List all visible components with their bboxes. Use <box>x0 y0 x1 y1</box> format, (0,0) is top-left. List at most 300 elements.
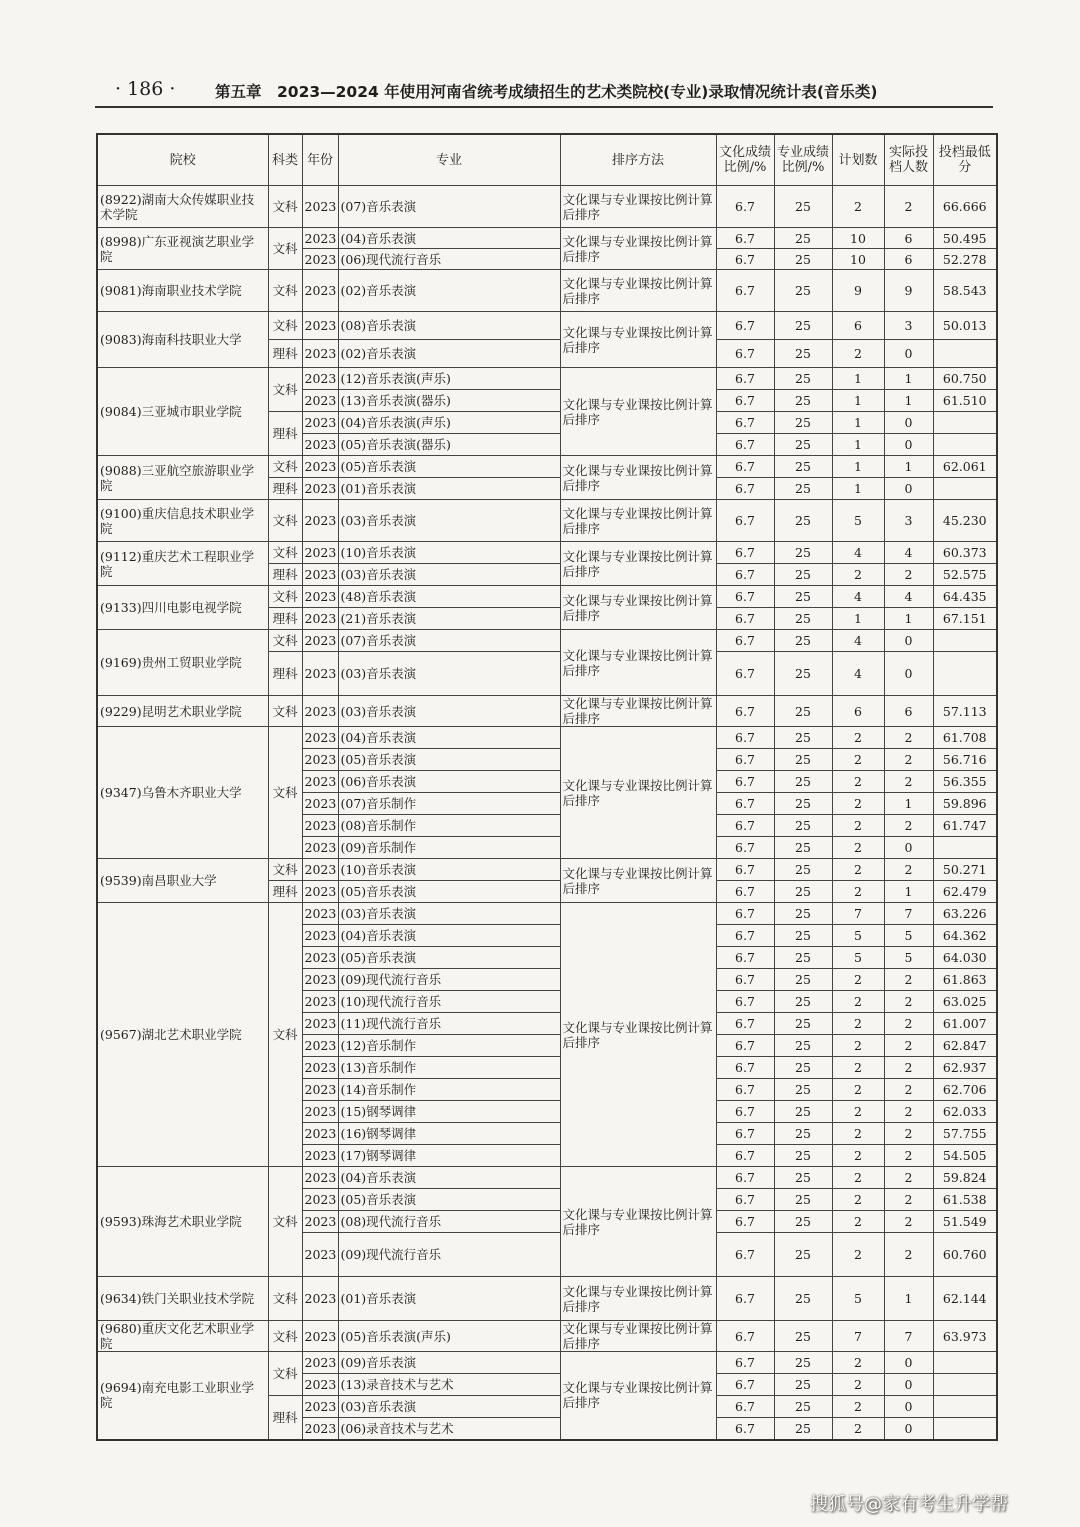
year-cell: 2023 <box>302 859 338 881</box>
category-cell: 文科 <box>268 727 302 859</box>
culture-ratio-cell: 6.7 <box>716 412 774 434</box>
major-cell: (02)音乐表演 <box>338 340 560 368</box>
plan-cell: 1 <box>832 368 884 390</box>
year-cell: 2023 <box>302 925 338 947</box>
plan-cell: 2 <box>832 1189 884 1211</box>
plan-cell: 2 <box>832 815 884 837</box>
year-cell: 2023 <box>302 1211 338 1233</box>
min-score-cell: 62.847 <box>933 1035 997 1057</box>
min-score-cell: 52.575 <box>933 564 997 586</box>
major-ratio-cell: 25 <box>774 1013 832 1035</box>
col-header-plan: 计划数 <box>832 134 884 186</box>
culture-ratio-cell: 6.7 <box>716 1418 774 1440</box>
culture-ratio-cell: 6.7 <box>716 1013 774 1035</box>
major-ratio-cell: 25 <box>774 1189 832 1211</box>
table-header-row <box>97 134 997 186</box>
year-cell: 2023 <box>302 434 338 456</box>
culture-ratio-cell: 6.7 <box>716 586 774 608</box>
school-name-cell: (9133)四川电影电视学院 <box>97 586 268 630</box>
plan-cell: 4 <box>832 652 884 696</box>
major-cell: (06)录音技术与艺术 <box>338 1418 560 1440</box>
major-cell: (06)音乐表演 <box>338 771 560 793</box>
min-score-cell: 51.549 <box>933 1211 997 1233</box>
actual-cell: 2 <box>884 1123 933 1145</box>
actual-cell: 2 <box>884 1057 933 1079</box>
table-row <box>97 696 997 727</box>
plan-cell: 1 <box>832 412 884 434</box>
min-score-cell: 59.896 <box>933 793 997 815</box>
actual-cell: 2 <box>884 859 933 881</box>
actual-cell: 6 <box>884 249 933 270</box>
min-score-cell <box>933 340 997 368</box>
year-cell: 2023 <box>302 1418 338 1440</box>
major-ratio-cell: 25 <box>774 1374 832 1396</box>
min-score-cell <box>933 652 997 696</box>
year-cell: 2023 <box>302 608 338 630</box>
min-score-cell: 60.750 <box>933 368 997 390</box>
plan-cell: 7 <box>832 1321 884 1352</box>
major-cell: (05)音乐表演 <box>338 947 560 969</box>
culture-ratio-cell: 6.7 <box>716 1352 774 1374</box>
school-name-cell: (8998)广东亚视演艺职业学院 <box>97 228 268 270</box>
plan-cell: 2 <box>832 1374 884 1396</box>
actual-cell: 2 <box>884 1079 933 1101</box>
page-number: · 186 · <box>115 78 176 100</box>
major-cell: (10)音乐表演 <box>338 859 560 881</box>
col-header-school: 院校 <box>97 134 268 186</box>
major-ratio-cell: 25 <box>774 815 832 837</box>
actual-cell: 1 <box>884 608 933 630</box>
actual-cell: 0 <box>884 1352 933 1374</box>
actual-cell: 4 <box>884 542 933 564</box>
major-ratio-cell: 25 <box>774 1123 832 1145</box>
plan-cell: 1 <box>832 434 884 456</box>
category-cell: 理科 <box>268 412 302 456</box>
chapter-title: 第五章 2023—2024 年使用河南省统考成绩招生的艺术类院校(专业)录取情况统计表(音乐类) <box>215 83 878 101</box>
min-score-cell: 60.373 <box>933 542 997 564</box>
major-ratio-cell: 25 <box>774 1418 832 1440</box>
actual-cell: 0 <box>884 434 933 456</box>
sort-method-cell: 文化课与专业课按比例计算后排序 <box>560 542 716 586</box>
major-cell: (12)音乐表演(声乐) <box>338 368 560 390</box>
plan-cell: 2 <box>832 1418 884 1440</box>
actual-cell: 2 <box>884 1013 933 1035</box>
table-row <box>97 859 997 881</box>
plan-cell: 1 <box>832 608 884 630</box>
min-score-cell <box>933 630 997 652</box>
table-row <box>97 1277 997 1321</box>
table-row <box>97 1321 997 1352</box>
major-cell: (05)音乐表演 <box>338 1189 560 1211</box>
min-score-cell: 63.973 <box>933 1321 997 1352</box>
min-score-cell: 64.362 <box>933 925 997 947</box>
major-cell: (13)录音技术与艺术 <box>338 1374 560 1396</box>
major-ratio-cell: 25 <box>774 1101 832 1123</box>
year-cell: 2023 <box>302 1101 338 1123</box>
major-cell: (05)音乐表演(器乐) <box>338 434 560 456</box>
actual-cell: 0 <box>884 652 933 696</box>
culture-ratio-cell: 6.7 <box>716 1145 774 1167</box>
major-ratio-cell: 25 <box>774 991 832 1013</box>
year-cell: 2023 <box>302 542 338 564</box>
school-name-cell: (9084)三亚城市职业学院 <box>97 368 268 456</box>
culture-ratio-cell: 6.7 <box>716 249 774 270</box>
year-cell: 2023 <box>302 969 338 991</box>
plan-cell: 1 <box>832 456 884 478</box>
year-cell: 2023 <box>302 630 338 652</box>
major-cell: (03)音乐表演 <box>338 500 560 542</box>
category-cell: 文科 <box>268 368 302 412</box>
actual-cell: 4 <box>884 586 933 608</box>
category-cell: 文科 <box>268 1167 302 1277</box>
culture-ratio-cell: 6.7 <box>716 186 774 228</box>
major-cell: (10)音乐表演 <box>338 542 560 564</box>
min-score-cell: 62.033 <box>933 1101 997 1123</box>
major-ratio-cell: 25 <box>774 500 832 542</box>
culture-ratio-cell: 6.7 <box>716 903 774 925</box>
major-cell: (05)音乐表演 <box>338 881 560 903</box>
plan-cell: 6 <box>832 312 884 340</box>
col-header-major-ratio: 专业成绩比例/% <box>774 134 832 186</box>
major-cell: (04)音乐表演 <box>338 925 560 947</box>
major-cell: (11)现代流行音乐 <box>338 1013 560 1035</box>
min-score-cell <box>933 434 997 456</box>
major-cell: (10)现代流行音乐 <box>338 991 560 1013</box>
major-cell: (17)钢琴调律 <box>338 1145 560 1167</box>
actual-cell: 2 <box>884 186 933 228</box>
major-cell: (09)现代流行音乐 <box>338 1233 560 1277</box>
year-cell: 2023 <box>302 1145 338 1167</box>
sort-method-cell: 文化课与专业课按比例计算后排序 <box>560 630 716 696</box>
school-name-cell: (9112)重庆艺术工程职业学院 <box>97 542 268 586</box>
year-cell: 2023 <box>302 412 338 434</box>
major-ratio-cell: 25 <box>774 228 832 249</box>
col-header-category: 科类 <box>268 134 302 186</box>
culture-ratio-cell: 6.7 <box>716 1189 774 1211</box>
school-name-cell: (9680)重庆文化艺术职业学院 <box>97 1321 268 1352</box>
culture-ratio-cell: 6.7 <box>716 1211 774 1233</box>
culture-ratio-cell: 6.7 <box>716 1101 774 1123</box>
year-cell: 2023 <box>302 749 338 771</box>
major-ratio-cell: 25 <box>774 1057 832 1079</box>
min-score-cell: 50.271 <box>933 859 997 881</box>
plan-cell: 7 <box>832 903 884 925</box>
plan-cell: 2 <box>832 859 884 881</box>
culture-ratio-cell: 6.7 <box>716 771 774 793</box>
min-score-cell: 61.510 <box>933 390 997 412</box>
school-name-cell: (8922)湖南大众传媒职业技术学院 <box>97 186 268 228</box>
culture-ratio-cell: 6.7 <box>716 340 774 368</box>
major-cell: (04)音乐表演 <box>338 727 560 749</box>
table-row <box>97 1352 997 1374</box>
major-cell: (04)音乐表演(声乐) <box>338 412 560 434</box>
min-score-cell: 57.755 <box>933 1123 997 1145</box>
min-score-cell <box>933 837 997 859</box>
major-cell: (48)音乐表演 <box>338 586 560 608</box>
actual-cell: 6 <box>884 228 933 249</box>
plan-cell: 2 <box>832 1145 884 1167</box>
category-cell: 文科 <box>268 630 302 652</box>
year-cell: 2023 <box>302 500 338 542</box>
min-score-cell: 61.747 <box>933 815 997 837</box>
major-ratio-cell: 25 <box>774 586 832 608</box>
plan-cell: 2 <box>832 727 884 749</box>
actual-cell: 2 <box>884 1211 933 1233</box>
major-ratio-cell: 25 <box>774 608 832 630</box>
min-score-cell: 67.151 <box>933 608 997 630</box>
year-cell: 2023 <box>302 368 338 390</box>
sort-method-cell: 文化课与专业课按比例计算后排序 <box>560 368 716 456</box>
actual-cell: 2 <box>884 815 933 837</box>
major-ratio-cell: 25 <box>774 727 832 749</box>
major-cell: (03)音乐表演 <box>338 696 560 727</box>
min-score-cell: 58.543 <box>933 270 997 312</box>
major-ratio-cell: 25 <box>774 1233 832 1277</box>
major-ratio-cell: 25 <box>774 186 832 228</box>
school-name-cell: (9593)珠海艺术职业学院 <box>97 1167 268 1277</box>
major-ratio-cell: 25 <box>774 881 832 903</box>
culture-ratio-cell: 6.7 <box>716 564 774 586</box>
min-score-cell: 62.937 <box>933 1057 997 1079</box>
major-ratio-cell: 25 <box>774 1321 832 1352</box>
year-cell: 2023 <box>302 947 338 969</box>
min-score-cell <box>933 1396 997 1418</box>
min-score-cell: 62.061 <box>933 456 997 478</box>
school-name-cell: (9081)海南职业技术学院 <box>97 270 268 312</box>
school-name-cell: (9539)南昌职业大学 <box>97 859 268 903</box>
year-cell: 2023 <box>302 1189 338 1211</box>
sort-method-cell: 文化课与专业课按比例计算后排序 <box>560 456 716 500</box>
major-ratio-cell: 25 <box>774 564 832 586</box>
major-ratio-cell: 25 <box>774 249 832 270</box>
min-score-cell: 61.538 <box>933 1189 997 1211</box>
culture-ratio-cell: 6.7 <box>716 1057 774 1079</box>
actual-cell: 2 <box>884 969 933 991</box>
year-cell: 2023 <box>302 270 338 312</box>
category-cell: 文科 <box>268 228 302 270</box>
actual-cell: 7 <box>884 903 933 925</box>
min-score-cell: 50.495 <box>933 228 997 249</box>
year-cell: 2023 <box>302 586 338 608</box>
culture-ratio-cell: 6.7 <box>716 542 774 564</box>
school-name-cell: (9083)海南科技职业大学 <box>97 312 268 368</box>
category-cell: 文科 <box>268 859 302 881</box>
major-cell: (07)音乐表演 <box>338 186 560 228</box>
sort-method-cell: 文化课与专业课按比例计算后排序 <box>560 312 716 368</box>
category-cell: 理科 <box>268 881 302 903</box>
major-ratio-cell: 25 <box>774 312 832 340</box>
plan-cell: 2 <box>832 186 884 228</box>
table-row <box>97 312 997 340</box>
actual-cell: 2 <box>884 1035 933 1057</box>
actual-cell: 0 <box>884 340 933 368</box>
category-cell: 理科 <box>268 652 302 696</box>
category-cell: 文科 <box>268 186 302 228</box>
actual-cell: 2 <box>884 1145 933 1167</box>
major-ratio-cell: 25 <box>774 1277 832 1321</box>
col-header-min-score: 投档最低分 <box>933 134 997 186</box>
major-ratio-cell: 25 <box>774 412 832 434</box>
category-cell: 文科 <box>268 1321 302 1352</box>
culture-ratio-cell: 6.7 <box>716 500 774 542</box>
category-cell: 文科 <box>268 586 302 608</box>
sort-method-cell: 文化课与专业课按比例计算后排序 <box>560 500 716 542</box>
table-row <box>97 542 997 564</box>
plan-cell: 2 <box>832 793 884 815</box>
culture-ratio-cell: 6.7 <box>716 1123 774 1145</box>
category-cell: 理科 <box>268 1396 302 1440</box>
plan-cell: 2 <box>832 1079 884 1101</box>
actual-cell: 2 <box>884 749 933 771</box>
school-name-cell: (9567)湖北艺术职业学院 <box>97 903 268 1167</box>
culture-ratio-cell: 6.7 <box>716 947 774 969</box>
sort-method-cell: 文化课与专业课按比例计算后排序 <box>560 1167 716 1277</box>
major-ratio-cell: 25 <box>774 456 832 478</box>
actual-cell: 6 <box>884 696 933 727</box>
plan-cell: 2 <box>832 1211 884 1233</box>
year-cell: 2023 <box>302 793 338 815</box>
major-ratio-cell: 25 <box>774 1396 832 1418</box>
year-cell: 2023 <box>302 1167 338 1189</box>
year-cell: 2023 <box>302 1233 338 1277</box>
table-row <box>97 500 997 542</box>
culture-ratio-cell: 6.7 <box>716 390 774 412</box>
year-cell: 2023 <box>302 837 338 859</box>
min-score-cell <box>933 1374 997 1396</box>
culture-ratio-cell: 6.7 <box>716 630 774 652</box>
major-ratio-cell: 25 <box>774 696 832 727</box>
major-cell: (13)音乐表演(器乐) <box>338 390 560 412</box>
plan-cell: 2 <box>832 1396 884 1418</box>
culture-ratio-cell: 6.7 <box>716 969 774 991</box>
min-score-cell: 45.230 <box>933 500 997 542</box>
actual-cell: 1 <box>884 1277 933 1321</box>
culture-ratio-cell: 6.7 <box>716 434 774 456</box>
actual-cell: 0 <box>884 1374 933 1396</box>
year-cell: 2023 <box>302 1079 338 1101</box>
major-ratio-cell: 25 <box>774 1211 832 1233</box>
actual-cell: 5 <box>884 947 933 969</box>
actual-cell: 1 <box>884 456 933 478</box>
actual-cell: 9 <box>884 270 933 312</box>
min-score-cell: 59.824 <box>933 1167 997 1189</box>
major-cell: (09)现代流行音乐 <box>338 969 560 991</box>
culture-ratio-cell: 6.7 <box>716 925 774 947</box>
actual-cell: 1 <box>884 390 933 412</box>
culture-ratio-cell: 6.7 <box>716 608 774 630</box>
major-cell: (21)音乐表演 <box>338 608 560 630</box>
actual-cell: 2 <box>884 1101 933 1123</box>
year-cell: 2023 <box>302 903 338 925</box>
plan-cell: 1 <box>832 390 884 412</box>
culture-ratio-cell: 6.7 <box>716 1374 774 1396</box>
major-ratio-cell: 25 <box>774 749 832 771</box>
culture-ratio-cell: 6.7 <box>716 456 774 478</box>
min-score-cell: 61.007 <box>933 1013 997 1035</box>
major-cell: (05)音乐表演(声乐) <box>338 1321 560 1352</box>
major-ratio-cell: 25 <box>774 434 832 456</box>
major-ratio-cell: 25 <box>774 1079 832 1101</box>
table-row <box>97 456 997 478</box>
plan-cell: 5 <box>832 947 884 969</box>
major-cell: (02)音乐表演 <box>338 270 560 312</box>
year-cell: 2023 <box>302 1396 338 1418</box>
year-cell: 2023 <box>302 340 338 368</box>
col-header-culture-ratio: 文化成绩比例/% <box>716 134 774 186</box>
admission-table <box>96 133 998 1441</box>
major-ratio-cell: 25 <box>774 947 832 969</box>
major-cell: (08)现代流行音乐 <box>338 1211 560 1233</box>
culture-ratio-cell: 6.7 <box>716 652 774 696</box>
major-cell: (08)音乐表演 <box>338 312 560 340</box>
table-row <box>97 270 997 312</box>
min-score-cell: 57.113 <box>933 696 997 727</box>
plan-cell: 2 <box>832 991 884 1013</box>
min-score-cell: 66.666 <box>933 186 997 228</box>
major-ratio-cell: 25 <box>774 1352 832 1374</box>
actual-cell: 2 <box>884 1233 933 1277</box>
actual-cell: 0 <box>884 1418 933 1440</box>
plan-cell: 4 <box>832 586 884 608</box>
major-cell: (08)音乐制作 <box>338 815 560 837</box>
major-ratio-cell: 25 <box>774 542 832 564</box>
category-cell: 文科 <box>268 1277 302 1321</box>
major-cell: (07)音乐制作 <box>338 793 560 815</box>
actual-cell: 0 <box>884 837 933 859</box>
sort-method-cell: 文化课与专业课按比例计算后排序 <box>560 727 716 859</box>
sort-method-cell: 文化课与专业课按比例计算后排序 <box>560 1277 716 1321</box>
min-score-cell: 54.505 <box>933 1145 997 1167</box>
culture-ratio-cell: 6.7 <box>716 1079 774 1101</box>
school-name-cell: (9229)昆明艺术职业学院 <box>97 696 268 727</box>
actual-cell: 2 <box>884 991 933 1013</box>
year-cell: 2023 <box>302 186 338 228</box>
plan-cell: 6 <box>832 696 884 727</box>
page-header <box>95 76 993 108</box>
sort-method-cell: 文化课与专业课按比例计算后排序 <box>560 1352 716 1440</box>
major-ratio-cell: 25 <box>774 837 832 859</box>
culture-ratio-cell: 6.7 <box>716 881 774 903</box>
culture-ratio-cell: 6.7 <box>716 696 774 727</box>
major-cell: (07)音乐表演 <box>338 630 560 652</box>
col-header-actual: 实际投档人数 <box>884 134 933 186</box>
culture-ratio-cell: 6.7 <box>716 1396 774 1418</box>
culture-ratio-cell: 6.7 <box>716 1321 774 1352</box>
major-cell: (06)现代流行音乐 <box>338 249 560 270</box>
major-ratio-cell: 25 <box>774 793 832 815</box>
plan-cell: 4 <box>832 542 884 564</box>
plan-cell: 10 <box>832 249 884 270</box>
plan-cell: 2 <box>832 1233 884 1277</box>
year-cell: 2023 <box>302 1374 338 1396</box>
major-cell: (05)音乐表演 <box>338 456 560 478</box>
major-cell: (03)音乐表演 <box>338 564 560 586</box>
culture-ratio-cell: 6.7 <box>716 793 774 815</box>
school-name-cell: (9088)三亚航空旅游职业学院 <box>97 456 268 500</box>
major-ratio-cell: 25 <box>774 771 832 793</box>
major-ratio-cell: 25 <box>774 368 832 390</box>
actual-cell: 3 <box>884 312 933 340</box>
plan-cell: 4 <box>832 630 884 652</box>
plan-cell: 5 <box>832 925 884 947</box>
plan-cell: 2 <box>832 1057 884 1079</box>
category-cell: 文科 <box>268 542 302 564</box>
major-cell: (09)音乐制作 <box>338 837 560 859</box>
year-cell: 2023 <box>302 228 338 249</box>
year-cell: 2023 <box>302 727 338 749</box>
major-ratio-cell: 25 <box>774 630 832 652</box>
culture-ratio-cell: 6.7 <box>716 368 774 390</box>
